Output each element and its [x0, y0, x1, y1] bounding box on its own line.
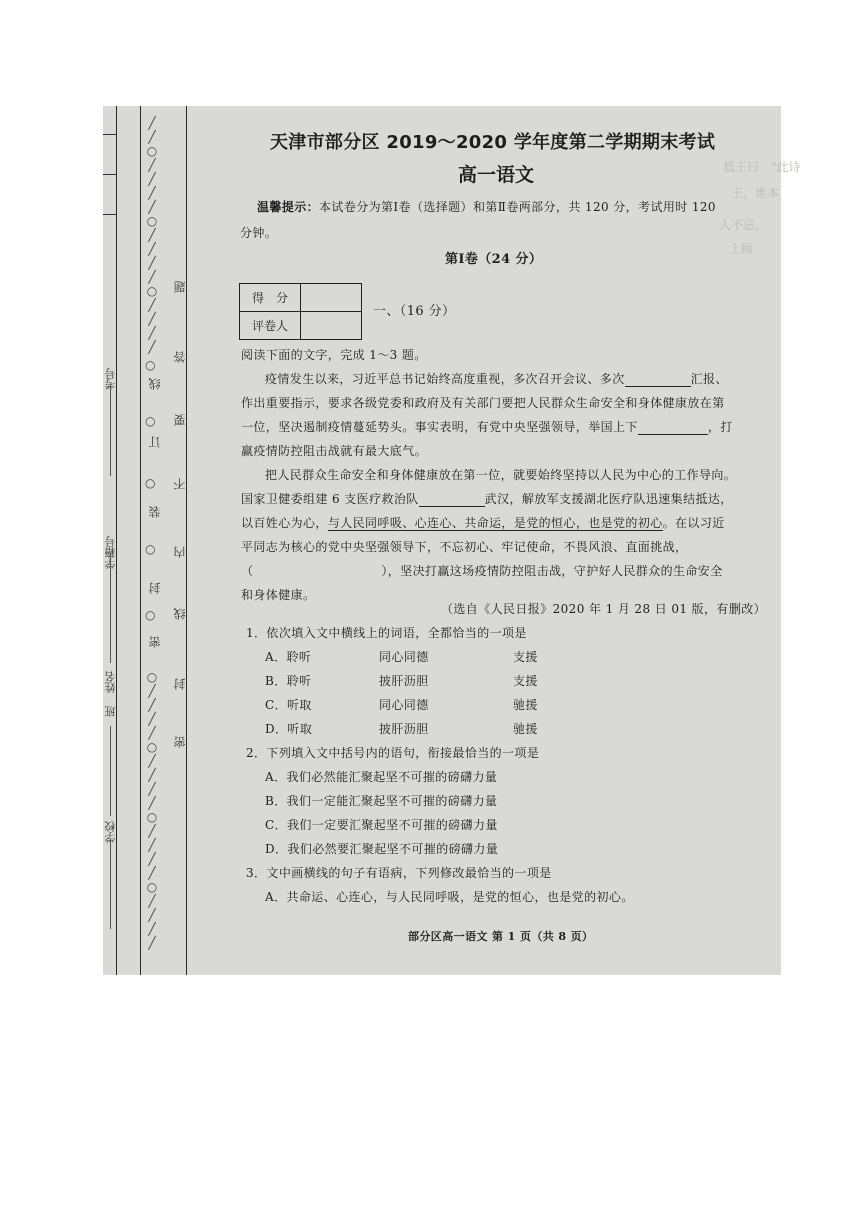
tip-line-2: 分钟。	[240, 226, 278, 240]
warning-char: 要	[173, 414, 187, 426]
class-label: 班	[104, 706, 117, 717]
seal-word-zhuang: 装	[148, 506, 162, 518]
bleed-through-text: 王，谁本	[731, 186, 780, 200]
seal-word-ding: 订	[148, 436, 162, 448]
passage-line: 和身体健康。	[241, 588, 316, 602]
q2-option-a[interactable]: A．我们必然能汇聚起坚不可摧的磅礴力量	[265, 770, 498, 784]
passage-line: 疫情发生以来，习近平总书记始终高度重视，多次召开会议、多次 汇报、	[265, 372, 728, 386]
q3-option-a[interactable]: A．共命运、心连心，与人民同呼吸，是党的恒心，也是党的初心。	[265, 890, 634, 904]
q1-option-b-word2: 披肝沥胆	[379, 674, 429, 688]
tip-line-1	[257, 198, 716, 215]
q1-option-b-word3: 支援	[513, 674, 538, 688]
warning-char: 不	[173, 478, 187, 490]
exam-number-line	[110, 386, 111, 476]
exam-subtitle: 高一语文	[458, 164, 535, 186]
seal-word-feng: 封	[148, 582, 162, 594]
margin-box	[103, 114, 116, 135]
school-line	[110, 839, 111, 929]
passage-line: 一位，坚决遏制疫情蔓延势头。事实表明，有党中央坚强领导，举国上下 ，打	[241, 420, 733, 434]
seal-circle: ○	[145, 414, 156, 428]
passage-line: （ ），坚决打赢这场疫情防控阻击战，守护好人民群众的生命安全	[241, 564, 723, 578]
bleed-through-text: 人不忌，	[719, 218, 768, 232]
q1-option-b[interactable]: B．聆听	[265, 674, 312, 688]
tip-text: 本试卷分为第Ⅰ卷（选择题）和第Ⅱ卷两部分，共 120 分，考试用时 120	[319, 200, 716, 214]
q1-option-a-word2: 同心同德	[379, 650, 429, 664]
seal-circle: ○	[145, 542, 156, 556]
class-line	[110, 726, 111, 816]
warning-char: 线	[173, 608, 187, 620]
seat-number-label: 学籍号	[104, 536, 117, 569]
tip-label: 温馨提示：	[257, 200, 320, 214]
underlined-sentence: 与人民同呼吸、心连心、共命运，是党的恒心，也是党的初心	[327, 516, 663, 530]
seal-word-mi: 密	[148, 636, 162, 648]
seal-word-line: 线	[148, 378, 162, 390]
question-1-stem: 1．依次填入文中横线上的词语，全都恰当的一项是	[246, 626, 527, 640]
scanned-exam-page	[103, 106, 801, 975]
margin-line	[140, 106, 141, 975]
seat-number-line	[110, 553, 111, 663]
blank-3[interactable]	[419, 492, 485, 507]
blank-2[interactable]	[638, 420, 708, 435]
grader-cell[interactable]	[301, 312, 362, 340]
warning-char: 内	[173, 546, 187, 558]
passage-line: 作出重要指示，要求各级党委和政府及有关部门要把人民群众生命安全和身体健康放在第	[241, 396, 725, 410]
seal-circle: ○	[145, 358, 156, 372]
bleed-through-text: 上顾	[729, 242, 754, 256]
passage-line: 国家卫健委组建 6 支医疗救治队 武汉，解放军支援湖北医疗队迅速集结抵达，	[241, 492, 733, 506]
q2-option-c[interactable]: C．我们一定要汇聚起坚不可摧的磅礴力量	[265, 818, 498, 832]
score-box	[239, 283, 362, 340]
question-2-stem: 2．下列填入文中括号内的语句，衔接最恰当的一项是	[246, 746, 540, 760]
q2-option-b[interactable]: B．我们一定能汇聚起坚不可摧的磅礴力量	[265, 794, 498, 808]
bleed-through-text: 低王曰："此诗	[723, 160, 801, 174]
seal-dashes: ○ ╱ ╱ ╱ ╱ ○ ╱ ╱ ╱ ╱ ○ ╱ ╱ ╱ ╱ ○ ╱ ╱ ╱ ╱	[146, 670, 158, 950]
bracket-blank[interactable]	[253, 564, 381, 578]
school-label: 学校	[104, 821, 117, 843]
grader-label: 评卷人	[240, 312, 301, 340]
warning-char: 答	[173, 351, 187, 363]
passage-line: 把人民群众生命安全和身体健康放在第一位，就要始终坚持以人民为中心的工作导向。	[265, 468, 737, 482]
q1-option-a[interactable]: A．聆听	[265, 650, 312, 664]
exam-number-label: 考号	[104, 368, 117, 390]
page-footer: 部分区高一语文 第 1 页（共 8 页）	[408, 930, 594, 943]
part-one-heading: 一、（16 分）	[373, 304, 456, 319]
margin-line	[186, 106, 187, 975]
q2-option-d[interactable]: D．我们必然要汇聚起坚不可摧的磅礴力量	[265, 842, 499, 856]
q1-option-d[interactable]: D．听取	[265, 722, 313, 736]
passage-line: 赢疫情防控阻击战就有最大底气。	[241, 444, 428, 458]
warning-char: 题	[173, 281, 187, 293]
q1-option-c-word2: 同心同德	[379, 698, 429, 712]
warning-char: 密	[173, 736, 187, 748]
blank-1[interactable]	[625, 372, 691, 387]
passage-line: 平同志为核心的党中央坚强领导下，不忘初心、牢记使命，不畏风浪、直面挑战，	[241, 540, 688, 554]
q1-option-c[interactable]: C．听取	[265, 698, 312, 712]
q1-option-c-word3: 驰援	[513, 698, 538, 712]
passage-intro: 阅读下面的文字，完成 1～3 题。	[241, 348, 427, 362]
warning-char: 封	[173, 678, 187, 690]
score-cell[interactable]	[301, 284, 362, 312]
passage-line: 以百姓心为心，与人民同呼吸、心连心、共命运，是党的恒心，也是党的初心。在以习近	[241, 516, 725, 530]
seal-circle: ○	[145, 608, 156, 622]
exam-title: 天津市部分区 2019～2020 学年度第二学期期末考试	[270, 132, 716, 153]
seal-circle: ○	[145, 476, 156, 490]
score-label: 得 分	[240, 284, 301, 312]
q1-option-d-word2: 披肝沥胆	[379, 722, 429, 736]
q1-option-d-word3: 驰援	[513, 722, 538, 736]
name-label: 姓名	[104, 671, 117, 693]
seal-dashes: ╱ ╱ ○ ╱ ╱ ╱ ╱ ○ ╱ ╱ ╱ ╱ ○ ╱ ╱ ╱ ╱	[146, 116, 158, 354]
margin-box	[103, 154, 116, 175]
question-3-stem: 3．文中画横线的句子有语病，下列修改最恰当的一项是	[246, 866, 552, 880]
section-title: 第Ⅰ卷（24 分）	[445, 252, 543, 267]
passage-source: （选自《人民日报》2020 年 1 月 28 日 01 版，有删改）	[441, 602, 767, 616]
q1-option-a-word3: 支援	[513, 650, 538, 664]
margin-box	[103, 194, 116, 215]
